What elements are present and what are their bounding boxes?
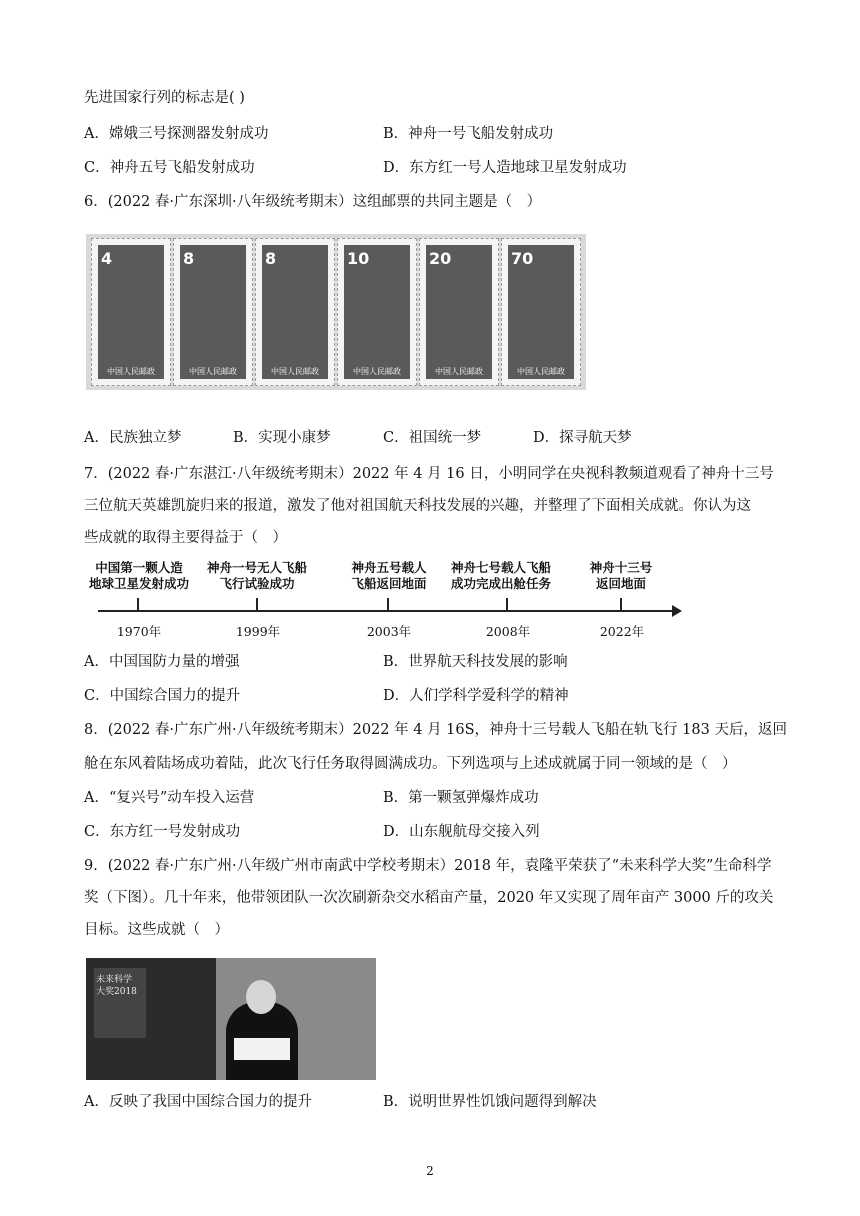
stamp (501, 238, 581, 386)
stamp (173, 238, 253, 386)
q9-stem-line1: 9．(2022 春·广东广州·八年级广州市南武中学校考期末）2018 年，袁隆平荣获了“未来科学大奖”生命科学 (84, 858, 772, 874)
q9-option-b: B．说明世界性饥饿问题得到解决 (383, 1094, 597, 1110)
timeline-year: 1999年 (235, 624, 281, 639)
q7-stem-line1: 7．(2022 春·广东湛江·八年级统考期末）2022 年 4 月 16 日，小明同学在央视科教频道观看了神舟十三号 (84, 466, 774, 482)
stamp-label: 中国人民邮政 (517, 367, 565, 376)
timeline-caption: 神舟七号载人飞船 成功完成出舱任务 (450, 560, 551, 591)
stamp-label: 中国人民邮政 (271, 367, 319, 376)
stamp (255, 238, 335, 386)
stamp-label: 中国人民邮政 (435, 367, 483, 376)
stamp-value: 8 (183, 249, 195, 268)
q5-stem-tail: 先进国家行列的标志是( ) (84, 90, 245, 106)
timeline-axis (98, 610, 678, 612)
q8-stem-line2: 舱在东风着陆场成功着陆，此次飞行任务取得圆满成功。下列选项与上述成就属于同一领域的是（ ） (84, 756, 737, 772)
stamp-label: 中国人民邮政 (353, 367, 401, 376)
timeline-year: 2022年 (599, 624, 645, 639)
q7-stem-line2: 三位航天英雄凯旋归来的报道，激发了他对祖国航天科技发展的兴趣，并整理了下面相关成就。你认为这 (84, 498, 751, 514)
timeline-year: 1970年 (116, 624, 162, 639)
stamp-value: 70 (511, 249, 534, 268)
q9-option-a: A．反映了我国中国综合国力的提升 (84, 1094, 312, 1110)
q6-option-d: D．探寻航天梦 (533, 430, 632, 446)
photo-board-text: 未来科学 大奖2018 (96, 975, 137, 997)
stamp-value: 4 (101, 249, 113, 268)
timeline-tick (137, 598, 139, 610)
q6-stem: 6．(2022 春·广东深圳·八年级统考期末）这组邮票的共同主题是（ ） (84, 194, 542, 210)
q8-option-a: A．“复兴号”动车投入运营 (84, 790, 255, 806)
stamp (419, 238, 499, 386)
q6-option-c: C．祖国统一梦 (383, 430, 482, 446)
stamp-value: 20 (429, 249, 452, 268)
q7-option-c: C．中国综合国力的提升 (84, 688, 241, 704)
timeline-year: 2008年 (485, 624, 531, 639)
page-number: 2 (426, 1164, 434, 1178)
q5-option-d: D．东方红一号人造地球卫星发射成功 (383, 160, 627, 176)
stamp-label: 中国人民邮政 (107, 367, 155, 376)
timeline-caption: 神舟十三号 返回地面 (589, 560, 653, 591)
q8-stem-line1: 8．(2022 春·广东广州·八年级统考期末）2022 年 4 月 16S，神舟十三号载人飞船在轨飞行 183 天后，返回 (84, 722, 787, 738)
spaceflight-timeline (84, 558, 684, 642)
timeline-caption: 神舟一号无人飞船 飞行试验成功 (206, 560, 307, 591)
q8-option-b: B．第一颗氢弹爆炸成功 (383, 790, 539, 806)
q5-option-a: A．嫦娥三号探测器发射成功 (84, 126, 269, 142)
stamp-value: 8 (265, 249, 277, 268)
q7-option-b: B．世界航天科技发展的影响 (383, 654, 568, 670)
q9-stem-line3: 目标。这些成就（ ） (84, 922, 229, 938)
stamp-set-image (86, 234, 586, 390)
q5-option-c: C．神舟五号飞船发射成功 (84, 160, 255, 176)
arrow-right-icon (672, 605, 682, 617)
timeline-tick (387, 598, 389, 610)
stamp-value: 10 (347, 249, 370, 268)
timeline-caption: 中国第一颗人造 地球卫星发射成功 (88, 560, 189, 591)
q8-option-c: C．东方红一号发射成功 (84, 824, 241, 840)
q8-option-d: D．山东舰航母交接入列 (383, 824, 540, 840)
stamp (337, 238, 417, 386)
timeline-year: 2003年 (366, 624, 412, 639)
q7-option-a: A．中国国防力量的增强 (84, 654, 240, 670)
timeline-tick (620, 598, 622, 610)
q6-option-b: B．实现小康梦 (233, 430, 331, 446)
q7-stem-line3: 些成就的取得主要得益于（ ） (84, 530, 287, 546)
timeline-caption: 神舟五号载人 飞船返回地面 (351, 560, 427, 591)
q7-option-d: D．人们学科学爱科学的精神 (383, 688, 569, 704)
stamp-label: 中国人民邮政 (189, 367, 237, 376)
timeline-tick (256, 598, 258, 610)
q6-option-a: A．民族独立梦 (84, 430, 182, 446)
timeline-tick (506, 598, 508, 610)
q5-option-b: B．神舟一号飞船发射成功 (383, 126, 554, 142)
stamp (91, 238, 171, 386)
award-photo (86, 958, 376, 1080)
q9-stem-line2: 奖（下图）。几十年来，他带领团队一次次刷新杂交水稻亩产量，2020 年又实现了周年亩产 3000 斤的攻关 (84, 890, 774, 906)
